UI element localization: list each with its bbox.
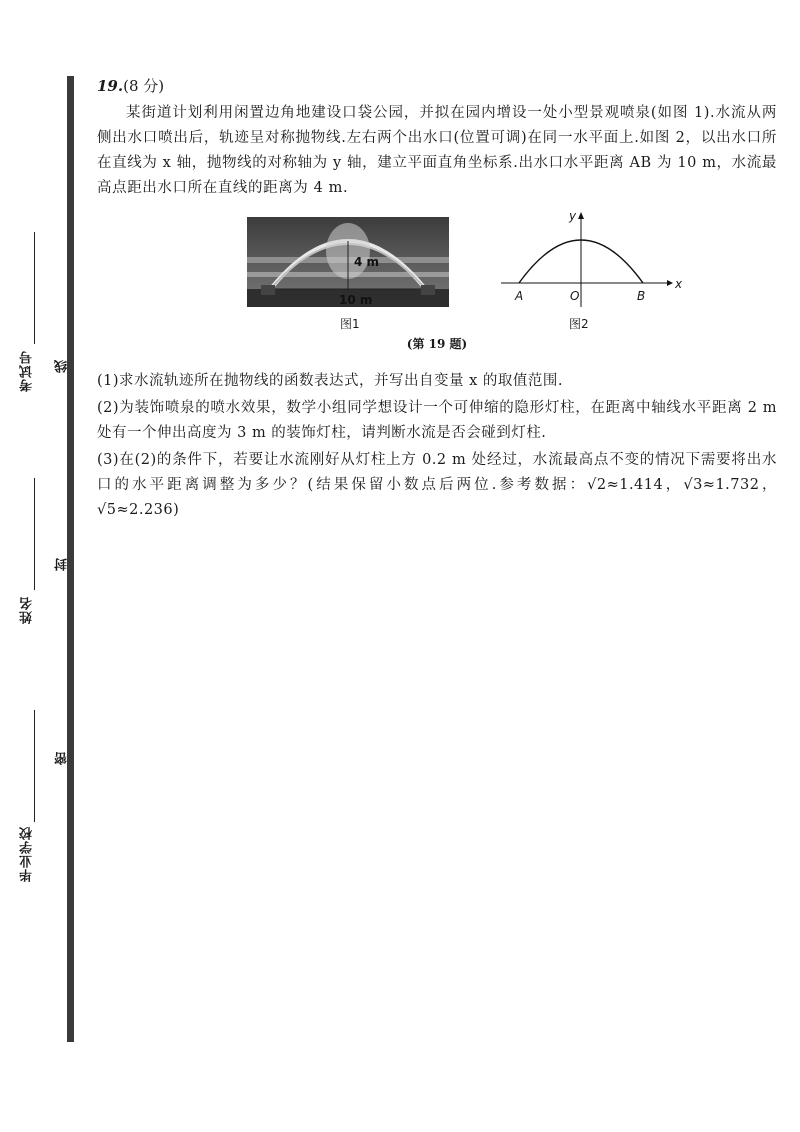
fig2-caption: 图2 <box>569 317 589 331</box>
question-number: 19. <box>97 77 124 95</box>
fig1-width-label: 10 m <box>339 293 373 307</box>
name-label: 姓名 <box>20 596 35 624</box>
part-3: (3)在(2)的条件下，若要让水流刚好从灯柱上方 0.2 m 处经过，水流最高点不变的情况下需要将出水口的水平距离调整为多少？(结果保留小数点后两位.参考数据：√2≈1.414，√3≈1.732，√5≈2.236) <box>97 452 777 518</box>
school-label: 毕业学校 <box>20 826 35 882</box>
figure-caption: (第 19 题) <box>406 337 468 351</box>
question-header <box>97 75 777 97</box>
part-1: (1)求水流轨迹所在抛物线的函数表达式，并写出自变量 x 的取值范围. <box>97 373 564 389</box>
seal-char-line: 线 <box>55 360 70 373</box>
seal-char-seal: 封 <box>55 558 70 571</box>
question-intro: 某街道计划利用闲置边角地建设口袋公园，并拟在园内增设一处小型景观喷泉(如图 1).水流从两侧出水口喷出后，轨迹呈对称抛物线.左右两个出水口(位置可调)在同一水平面上.如图 2，以出水口所在直线为 x 轴，抛物线的对称轴为 y 轴，建立平面直角坐标系.出水口水平距离 AB 为 10 m，水流最高点距出水口所在直线的距离为 4 m. <box>97 105 777 196</box>
exam-number-blank[interactable] <box>34 232 35 344</box>
exam-number-label: 考试号 <box>20 350 35 392</box>
question-block <box>97 75 777 523</box>
figures <box>97 211 777 361</box>
parabola-diagram <box>497 211 677 311</box>
fig1-caption: 图1 <box>340 317 360 331</box>
question-points: (8 分) <box>123 77 165 95</box>
part-2: (2)为装饰喷泉的喷水效果，数学小组同学想设计一个可伸缩的隐形灯柱，在距离中轴线水平距离 2 m 处有一个伸出高度为 3 m 的装饰灯柱，请判断水流是否会碰到灯柱. <box>97 400 777 441</box>
fig2-axis-x: x <box>675 277 683 291</box>
name-blank[interactable] <box>34 478 35 590</box>
fig2-point-o: O <box>570 289 580 303</box>
fig2-point-a: A <box>515 289 524 303</box>
fig1-height-label: 4 m <box>354 255 380 269</box>
school-blank[interactable] <box>34 710 35 822</box>
seal-char-secret: 密 <box>55 752 70 765</box>
fig2-point-b: B <box>637 289 646 303</box>
fig2-axis-y: y <box>569 209 577 223</box>
